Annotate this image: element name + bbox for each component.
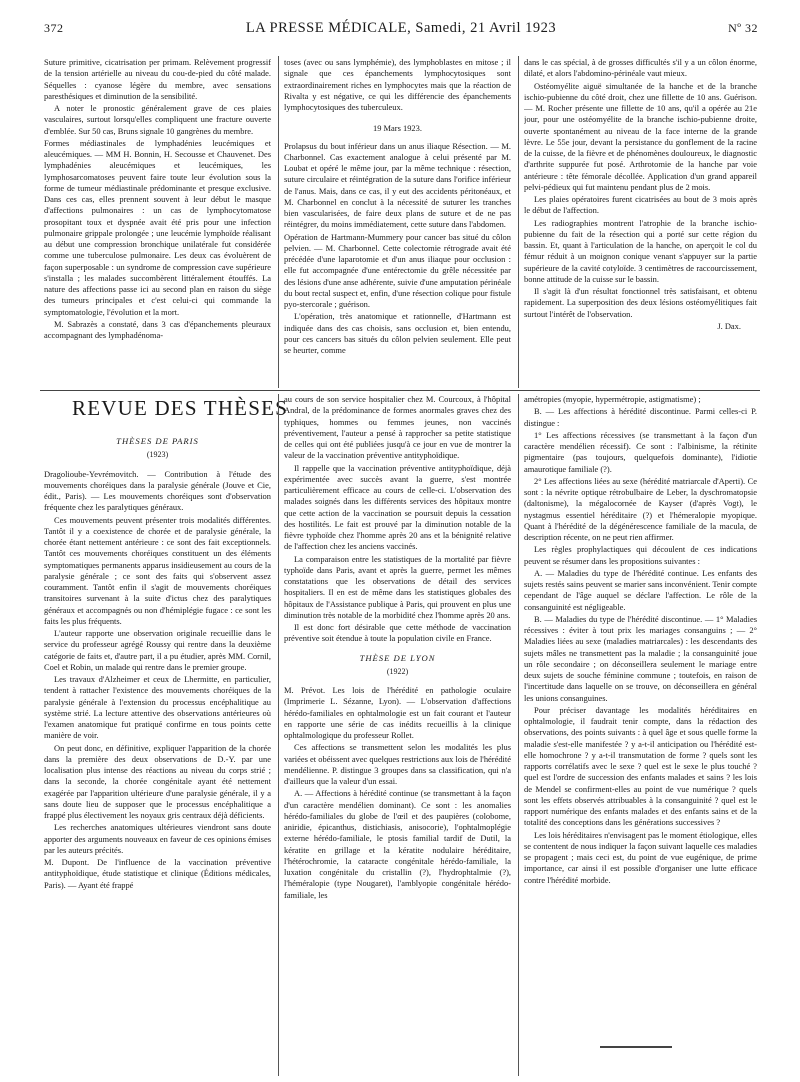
paragraph: Opération de Hartmann-Mummery pour cancer bas situé du côlon pelvien. — M. Charbonnel. Cette colectomie rétrograde avait été précédée d'une laparotomie et d'un anus iliaque pour occlusion : elle fut accompagnée d'une entérectomie du grêle nécessitée par des lésions d'une anse adhérente, suivie d'une amputation périnéale du bout rectal suspect et, enfin, d'une résection colique pour fistule pyo-stercorale ; guérison.	[284, 231, 511, 309]
paragraph: Les radiographies montrent l'atrophie de la branche ischio-pubienne du fait de la résection qui a porté sur cette région du bassin. Et, quant à l'articulation de la hanche, on aperçoit le col du fémur réduit à un moignon conique venant s'appuyer sur la partie supérieure de la cavité cotyloïde. 3 centimètres de raccourcissement, bonne attitude de la cuisse sur le bassin.	[524, 217, 757, 284]
paragraph: Pour préciser davantage les modalités héréditaires en ophtalmologie, il faudrait tenir compte, dans la rédaction des observations, des points suivants : à quel âge et sous quelle forme la maladie s'est-elle manifestée ? y a-t-il anticipation ou l'hérédité est-elle homochrone ? y a-t-il transmutation de forme ? quels sont les rapports corrélatifs avec le sexe ? quel est le sexe le plus touché ? quel est l'ordre de succession des enfants malades et sains ? les lois de Mendel se confirment-elles au point de vue numérique ? quels sont les effets observés attribuables à la consanguinité ? quel est le rapport numérique des enfants malades et des enfants sains et de la totalité des conceptions dans les générations successives ?	[524, 704, 757, 828]
paragraph: M. Sabrazès a constaté, dans 3 cas d'épanchements pleuraux accompagnant des lymphadénoma-	[44, 318, 271, 340]
paragraph: B. — Maladies du type de l'hérédité discontinue. — 1° Maladies récessives : éviter à tout prix les mariages consanguins ; — 2° Maladies liées au sexe (maladies matriarcales) : les descendants des sujets mâles ne transmettent pas la maladie ; la consanguinité joue un rôle secondaire ; on déconseillera seulement le mariage entre deux sujets de souche féminine commune ; toutefois, en raison de l'incertitude dans laquelle on se trouve, on déconseillera en général les unions consanguines.	[524, 613, 757, 703]
paragraph: Il s'agit là d'un résultat fonctionnel très satisfaisant, et obtenu rapidement. La superposition des deux lésions ostéomyélitiques fait surtout l'intérêt de l'observation.	[524, 286, 757, 319]
top-column-3	[524, 57, 757, 382]
section-divider	[40, 390, 760, 391]
section-year: (1923)	[146, 450, 169, 460]
closing-rule	[600, 1046, 672, 1048]
bottom-column-3	[524, 394, 757, 1034]
paragraph: Formes médiastinales de lymphadénies leucémiques et aleucémiques. — MM H. Bonnin, H. Secousse et Chauvenet. Des lymphadénies aleucémiques et leucémiques, les lymphosarcomatoses peuvent faire toute leur évolution sous la forme de tumeur médiastinale prédominante et presque exclusive. Dans ces cas, elles prennent souvent à leur début le masque d'affections pulmonaires : un cas de lymphocytomatose prosopitant toux et dyspnée avait été pris pour une infection pulmonaire grippale prolongée ; une leucémie lymphoïde réalisant au début une compression bronchique unilatérale fut considérée comme une tuberculose pulmonaire. Les deux cas évoluèrent de façon superposable : un syndrome de compression cave supérieure s'installa ; les malades succombèrent littéralement étouffés. La nature des affections passe ici au second plan en raison du siège des tumeurs principales et c'est celui-ci qui commande la symptomatologie, l'évolution et la mort.	[44, 137, 271, 317]
paragraph: Les recherches anatomiques ultérieures viendront sans doute apporter des arguments nouveaux en faveur de ces opinions émises par les auteurs précités.	[44, 822, 271, 855]
author-signature: J. Dax.	[717, 320, 741, 331]
paragraph: B. — Les affections à hérédité discontinue. Parmi celles-ci P. distingue :	[524, 406, 757, 428]
paragraph: Les règles prophylactiques qui découlent de ces indications peuvent se résumer dans les propositions suivantes :	[524, 544, 757, 566]
paragraph: On peut donc, en définitive, expliquer l'apparition de la chorée dans la première des deux observations de D.-Y. par une localisation plus intense des réactions au niveau du corps strié ; dans la seconde, la chorée congénitale ayant été nettement exagérée par l'apparition ultérieure d'une paralysie générale, il y a sans doute lieu de supposer que le processus encéphalitique a frappé plus électivement les noyaux gris centraux déjà déficients.	[44, 742, 271, 820]
paragraph: L'opération, très anatomique et rationnelle, d'Hartmann est indiquée dans des cas choisis, sans occlusion et, bien entendu, pour ces cancers bas situés du côlon pelvien seulement. Elle peut se heurter, comme	[284, 311, 511, 355]
issue-number: Nº 32	[728, 21, 758, 35]
paragraph: Ces mouvements peuvent présenter trois modalités différentes. Tantôt il y a coexistence de chorée et de paralysie générale, la chorée étant nettement antérieure : ce sont des fait exceptionnels. Tantôt ces mouvements choréiques constituent un des éléments symptomatiques permanents apparus insidieusement au cours de la paralysie générale ; ce sont des faits qui s'observent assez couramment. Tantôt enfin il s'agit de mouvements choréiques transitoires survenant à la suite d'ictus chez des paralytiques généraux et accompagnés ou non d'hémiplégie fugace : ce sont les faits les plus fréquents.	[44, 514, 271, 626]
top-column-2	[284, 57, 511, 382]
page-number: 372	[44, 21, 64, 35]
paragraph: Les lois héréditaires n'envisagent pas le moment étiologique, elles se contentent de nous indiquer la façon suivant laquelle ces maladies se propagent ; mais ceci est, du point de vue eugénique, de prime importance, car ainsi il est possible d'organiser une lutte efficace contre l'hérédité morbide.	[524, 829, 757, 885]
paragraph: Suture primitive, cicatrisation per primam. Relèvement progressif de la tension artérielle au niveau du cou-de-pied du côté malade. Séquelles : cyanose légère du membre, avec sensations paresthésiques et diminution de la sensibilité.	[44, 57, 271, 101]
paragraph: A. — Maladies du type de l'hérédité continue. Les enfants des sujets restés sains peuvent se marier sans inconvénient. Tenir compte cependant de l'âge auquel se déclare l'affection. Le rôle de la consanguinité est négligeable.	[524, 567, 757, 612]
top-column-1	[44, 57, 271, 382]
column-rule	[278, 56, 279, 388]
paragraph: au cours de son service hospitalier chez M. Courcoux, à l'hôpital Andral, de la prédominance de formes anormales graves chez des typhiques, hommes ou femmes jeunes, non vaccinés préventivement, l'auteur a pensé à rapprocher sa petite statistique de celles qui ont été publiées jusqu'à ce jour en vue de montrer la valeur de la vaccination préventive antityphoïdique.	[284, 394, 511, 461]
column-rule	[518, 56, 519, 388]
paragraph: L'auteur rapporte une observation originale recueillie dans le service du professeur agrégé Roussy qui rentre dans la deuxième catégorie de faits et, d'autre part, il a pu étudier, après MM. Cornil, Coel et Robin, un malade qui rentre dans le premier groupe.	[44, 628, 271, 672]
revue-title: REVUE DES THÈSES	[72, 396, 288, 420]
paragraph: Les travaux d'Alzheimer et ceux de Lhermitte, en particulier, tendent à rattacher l'existence des mouvements choréiques de la paralysie générale à l'extension du processus encéphalitique au système strié. La lecture attentive des observations antérieures où l'examen anatomique fut pratiqué confirme en tous points cette manière de voir.	[44, 674, 271, 741]
bottom-column-1	[44, 428, 271, 1073]
paragraph: dans le cas spécial, à de grosses difficultés s'il y a un côlon énorme, dilaté, et alors l'abdomino-périnéale vaut mieux.	[524, 57, 757, 79]
paragraph: 2° Les affections liées au sexe (hérédité matriarcale d'Aperti). Ce sont : la névrite optique rétrobulbaire de Leber, la dyschromatopsie (daltonisme), la mégalocornée de Kayser (d'après Vogt), le nystagmus essentiel héréditaire (?) et l'hémeralopie myopique. Quant à l'hérédité de la dégénérescence familiale de la macula, de description récente, on ne peut rien affirmer.	[524, 475, 757, 542]
paragraph: Il rappelle que la vaccination préventive antityphoïdique, déjà expérimentée avec succès avant la guerre, s'est montrée particulièrement efficace au cours de celle-ci. L'observation des malades soignés dans les différents services des hôpitaux montre que cette action de la vaccination se poursuit depuis la cessation des hostilités. Le fait est prouvé par la diminution notable de la fièvre typhoïde chez l'homme après 20 ans et la bénignité relative de l'affection chez les anciens vaccinés.	[284, 462, 511, 552]
paragraph: Dragolioube-Yevrémovitch. — Contribution à l'étude des mouvements choréiques dans la paralysie générale (Jouve et Cie, édit., Paris). — Les mouvements choréiques sont d'observation fréquente chez les paralytiques généraux.	[44, 468, 271, 513]
column-rule	[518, 394, 519, 1076]
session-date: 19 Mars 1923.	[373, 123, 422, 134]
paragraph: La comparaison entre les statistiques de la mortalité par fièvre typhoïde dans Paris, avant et après la guerre, permet les mêmes constatations que les observations de détail des services hospitaliers. Il en est de même dans les statistiques globales des hôpitaux de l'Assistance publique à Paris, qui prouvent en plus une diminution très notable de la morbidité chez l'homme après 20 ans.	[284, 553, 511, 620]
column-rule	[278, 394, 279, 1076]
section-year: (1922)	[386, 666, 409, 676]
bottom-column-2	[284, 394, 511, 1073]
page-header	[44, 18, 758, 40]
paragraph: A noter le pronostic généralement grave de ces plaies vasculaires, surtout lorsqu'elles compliquent une fracture ouverte d'emblée. Sur 50 cas, Bruns signale 10 gangrènes du membre.	[44, 103, 271, 136]
paragraph: amétropies (myopie, hypermétropie, astigmatisme) ;	[524, 394, 701, 404]
section-heading: THÈSE DE LYON	[359, 652, 436, 663]
paragraph: Les plaies opératoires furent cicatrisées au bout de 3 mois après le début de l'affection.	[524, 194, 757, 216]
paragraph: Il est donc fort désirable que cette méthode de vaccination préventive soit étendue à toute la population civile en France.	[284, 622, 511, 644]
paragraph: Ostéomyélite aiguë simultanée de la hanche et de la branche ischio-pubienne du côté droit, chez une fillette de 10 ans. Guérison. — M. Rocher présente une fillette de 10 ans, qu'il a opérée au 21e jour, pour une ostéomyélite de la branche ischio-pubienne droite, ouverte spontanément au niveau de la face interne de la grande lèvre. Le 55e jour, devant la persistance du gonflement de la racine de la cuisse, de la fièvre et de phénomènes douloureux, le diagnostic d'arthrite suppurée fut posé. Arthrotomie de la hanche par voie antérieure : tête fémorale décollée. Application d'un grand appareil pelvi-pédieux qui fut maintenu pendant plus de 2 mois.	[524, 80, 757, 192]
paragraph: A. — Affections à hérédité continue (se transmettant à la façon d'un caractère mendélien dominant). Ce sont : les anomalies hérédo-familiales du globe de l'œil et des paupières (colobome, aniridie, épicanthus, distichiasis, anisocorie), l'ophtalmoplégie externe hérédo-familiale, le ptosis familial tardif de Dutil, la kératite en grillage et la kératite nodulaire héréditaire, l'hétérochromie, la cataracte congénitale hérédo-familiale, la luxation congénitale du cristallin (?), l'hydrophtalmie (?), l'héméralopie (type Nougaret), l'amblyopie congénitale hérédo-familiale, les	[284, 788, 511, 900]
paragraph: toses (avec ou sans lymphémie), des lymphoblastes en mitose ; il signale que ces épanchements lymphocytosiques sont extraordinairement riches en lymphocytes mais que la réaction de Rivalta y est négative, ce qui les différencie des épanchements lymphocytosiques des tuberculeux.	[284, 57, 511, 112]
paragraph: M. Dupont. De l'influence de la vaccination préventive antityphoïdique, étude statistique et clinique (Éditions médicales, Paris). — Ayant été frappé	[44, 857, 271, 890]
section-heading: THÈSES DE PARIS	[116, 436, 199, 446]
journal-title: LA PRESSE MÉDICALE, Samedi, 21 Avril 1923	[245, 20, 557, 36]
paragraph: 1° Les affections récessives (se transmettant à la façon d'un caractère mendélien récessif). Ce sont : l'albinisme, la rétinite pigmentaire (pas toujours, quelquefois dominante), l'idiotie amaurotique familiale (?).	[524, 429, 757, 474]
paragraph: Ces affections se transmettent selon les modalités les plus variées et obéissent avec quelques restrictions aux lois de l'hérédité mendélienne. P. distingue 3 groupes dans sa classification, qui n'a d'ailleurs que la valeur d'un essai.	[284, 742, 511, 786]
paragraph: Prolapsus du bout inférieur dans un anus iliaque Résection. — M. Charbonnel. Cas exactement analogue à celui présenté par M. Loubat et opéré le même jour, par la même technique : résection, suture circulaire et réintégration de la suture dans l'orifice inférieur de l'anus. Mais, dans ce cas, il y eut des accidents péritonéaux, et M. Charbonnel en conclut à la nécessité de suturer les tranches bien vascularisées, de faire deux plans de suture et de ne pas réintégrer, du moins immédiatement, cette suture dans l'abdomen.	[284, 140, 511, 230]
paragraph: M. Prévot. Les lois de l'hérédité en pathologie oculaire (Imprimerie L. Sézanne, Lyon). — L'observation d'affections hérédo-familiales en ophtalmologie est un fait courant et l'auteur en rapporte une série de cas inédits recueillis à la clinique ophtalmologique du professeur Rollet.	[284, 685, 511, 740]
